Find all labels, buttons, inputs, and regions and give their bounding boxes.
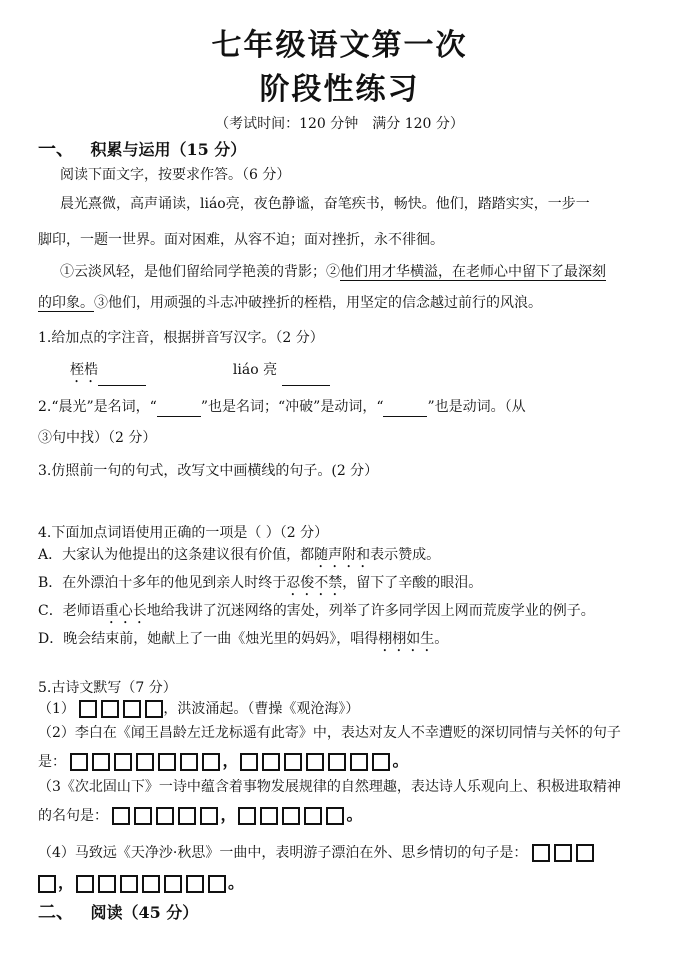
char-box[interactable] bbox=[79, 700, 97, 718]
char-box[interactable] bbox=[328, 753, 346, 771]
answer-boxes[interactable] bbox=[70, 753, 220, 771]
passage-text: ③他们，用顽强的斗志冲破挫折的桎梏，用坚定的信念越过前行的风浪。 bbox=[94, 295, 542, 311]
answer-blank[interactable] bbox=[157, 402, 201, 417]
char-box[interactable] bbox=[114, 753, 132, 771]
char-box[interactable] bbox=[350, 753, 368, 771]
answer-boxes[interactable] bbox=[532, 844, 594, 862]
char-box[interactable] bbox=[576, 844, 594, 862]
char-box[interactable] bbox=[306, 753, 324, 771]
option-a bbox=[38, 545, 658, 571]
period: 。 bbox=[346, 805, 363, 824]
section2-number: 二、 bbox=[38, 902, 74, 923]
dotted-word: 栩栩如生 bbox=[378, 631, 435, 647]
item-text: 是： bbox=[38, 754, 66, 770]
option-text: D．晚会结束前，她献上了一曲《烛光里的妈妈》，唱得 bbox=[38, 631, 379, 647]
question-5: 5.古诗文默写（7 分） bbox=[38, 680, 177, 696]
reading-instruction: 阅读下面文字，按要求作答。（6 分） bbox=[60, 167, 291, 183]
q5-item-2-answer bbox=[38, 751, 658, 772]
answer-boxes[interactable] bbox=[38, 875, 56, 893]
option-text: A．大家认为他提出的这条建议很有价值，都 bbox=[38, 547, 315, 563]
section1-title: 积累与运用（15 分） bbox=[90, 140, 247, 159]
q1-word: 桎梏 bbox=[70, 362, 98, 378]
char-box[interactable] bbox=[200, 807, 218, 825]
item-label: （1） bbox=[38, 701, 75, 717]
char-box[interactable] bbox=[142, 875, 160, 893]
passage-text: ①云淡风轻，是他们留给同学艳羡的背影；② bbox=[60, 264, 340, 280]
answer-boxes[interactable] bbox=[112, 807, 218, 825]
passage-line bbox=[60, 262, 679, 282]
underlined-sentence: 的印象。 bbox=[38, 295, 94, 311]
option-d bbox=[38, 629, 658, 655]
period: 。 bbox=[228, 873, 245, 892]
char-box[interactable] bbox=[101, 700, 119, 718]
char-box[interactable] bbox=[304, 807, 322, 825]
question-3: 3.仿照前一句的句式，改写文中画横线的句子。(2 分） bbox=[38, 463, 379, 479]
item-text: （4）马致远《天净沙·秋思》一曲中，表明游子漂泊在外、思乡情切的句子是： bbox=[38, 845, 528, 861]
q5-item-3-answer bbox=[38, 805, 658, 826]
char-box[interactable] bbox=[134, 807, 152, 825]
question-1: 1.给加点的字注音，根据拼音写汉字。（2 分） bbox=[38, 330, 324, 346]
question-2-line2: ③句中找）（2 分） bbox=[38, 430, 157, 446]
char-box[interactable] bbox=[240, 753, 258, 771]
char-box[interactable] bbox=[38, 875, 56, 893]
answer-boxes[interactable] bbox=[240, 753, 390, 771]
char-box[interactable] bbox=[238, 807, 256, 825]
section2-title: 阅读（45 分） bbox=[90, 903, 199, 922]
char-box[interactable] bbox=[186, 875, 204, 893]
char-box[interactable] bbox=[98, 875, 116, 893]
option-text: C．老师语 bbox=[38, 603, 105, 619]
q2-text: ”也是名词；“冲破”是动词，“ bbox=[200, 399, 384, 415]
char-box[interactable] bbox=[208, 875, 226, 893]
dotted-word: 随声附和 bbox=[314, 547, 371, 563]
comma: ， bbox=[58, 873, 75, 892]
question-4: 4.下面加点词语使用正确的一项是（ ）（2 分） bbox=[38, 525, 329, 541]
option-text: ，留下了辛酸的眼泪。 bbox=[342, 575, 483, 591]
answer-boxes[interactable] bbox=[238, 807, 344, 825]
char-box[interactable] bbox=[120, 875, 138, 893]
char-box[interactable] bbox=[76, 875, 94, 893]
underlined-sentence: 他们用才华横溢，在老师心中留下了最深刻 bbox=[340, 264, 606, 280]
char-box[interactable] bbox=[123, 700, 141, 718]
option-text: B．在外漂泊十多年的他见到亲人时终于 bbox=[38, 575, 287, 591]
q5-item-3: （3《次北固山下》一诗中蕴含着事物发展规律的自然理趣，表达诗人乐观向上、积极进取精神 bbox=[38, 779, 621, 795]
option-text: 。 bbox=[434, 631, 449, 647]
char-box[interactable] bbox=[260, 807, 278, 825]
char-box[interactable] bbox=[70, 753, 88, 771]
option-text: 表示赞成。 bbox=[370, 547, 441, 563]
section1-header bbox=[38, 140, 658, 161]
q2-text: ”也是动词。（从 bbox=[427, 399, 526, 415]
section2-header bbox=[38, 903, 658, 924]
period: 。 bbox=[392, 751, 409, 770]
char-box[interactable] bbox=[145, 700, 163, 718]
q5-item-4-answer bbox=[38, 873, 658, 894]
dotted-word: 重心长 bbox=[104, 603, 147, 619]
option-c bbox=[38, 601, 658, 627]
passage-line: 晨光熹微，高声诵读，liáo亮，夜色静谧，奋笔疾书，畅快。他们，踏踏实实，一步一 bbox=[60, 196, 590, 212]
answer-blank[interactable] bbox=[98, 371, 146, 386]
exam-info: （考试时间：120 分钟 满分 120 分） bbox=[215, 116, 464, 132]
comma: ， bbox=[220, 805, 237, 824]
char-box[interactable] bbox=[262, 753, 280, 771]
page-title: 七年级语文第一次 bbox=[211, 28, 468, 63]
q5-item-4 bbox=[38, 843, 658, 863]
char-box[interactable] bbox=[136, 753, 154, 771]
comma: ， bbox=[222, 751, 239, 770]
item-text: 的名句是： bbox=[38, 808, 108, 824]
passage-line: 脚印，一题一世界。面对困难，从容不迫；面对挫折，永不徘徊。 bbox=[38, 232, 444, 248]
char-box[interactable] bbox=[156, 807, 174, 825]
char-box[interactable] bbox=[158, 753, 176, 771]
answer-boxes[interactable] bbox=[79, 700, 163, 718]
q5-item-1 bbox=[38, 699, 658, 719]
item-text: ，洪波涌起。（曹操《观沧海》） bbox=[163, 701, 360, 717]
char-box[interactable] bbox=[92, 753, 110, 771]
q1-pinyin: liáo 亮 bbox=[232, 362, 278, 378]
q2-text: 2.“晨光”是名词，“ bbox=[38, 399, 157, 415]
answer-blank[interactable] bbox=[383, 402, 427, 417]
passage-line bbox=[38, 293, 658, 313]
question-1-items bbox=[70, 360, 679, 386]
char-box[interactable] bbox=[178, 807, 196, 825]
page-title-line2: 阶段性练习 bbox=[259, 72, 420, 107]
char-box[interactable] bbox=[326, 807, 344, 825]
char-box[interactable] bbox=[372, 753, 390, 771]
dotted-word: 忍俊不禁 bbox=[286, 575, 343, 591]
question-2 bbox=[38, 397, 658, 417]
char-box[interactable] bbox=[282, 807, 300, 825]
char-box[interactable] bbox=[284, 753, 302, 771]
char-box[interactable] bbox=[202, 753, 220, 771]
q5-item-2: （2）李白在《闻王昌龄左迁龙标遥有此寄》中，表达对友人不幸遭贬的深切同情与关怀的句子 bbox=[38, 725, 621, 741]
section1-number: 一、 bbox=[38, 139, 74, 160]
option-text: 地给我讲了沉迷网络的害处，列举了许多同学因上网而荒废学业的例子。 bbox=[146, 603, 595, 619]
char-box[interactable] bbox=[164, 875, 182, 893]
char-box[interactable] bbox=[554, 844, 572, 862]
char-box[interactable] bbox=[180, 753, 198, 771]
answer-blank[interactable] bbox=[282, 371, 330, 386]
char-box[interactable] bbox=[532, 844, 550, 862]
answer-boxes[interactable] bbox=[76, 875, 226, 893]
char-box[interactable] bbox=[112, 807, 130, 825]
option-b bbox=[38, 573, 658, 599]
